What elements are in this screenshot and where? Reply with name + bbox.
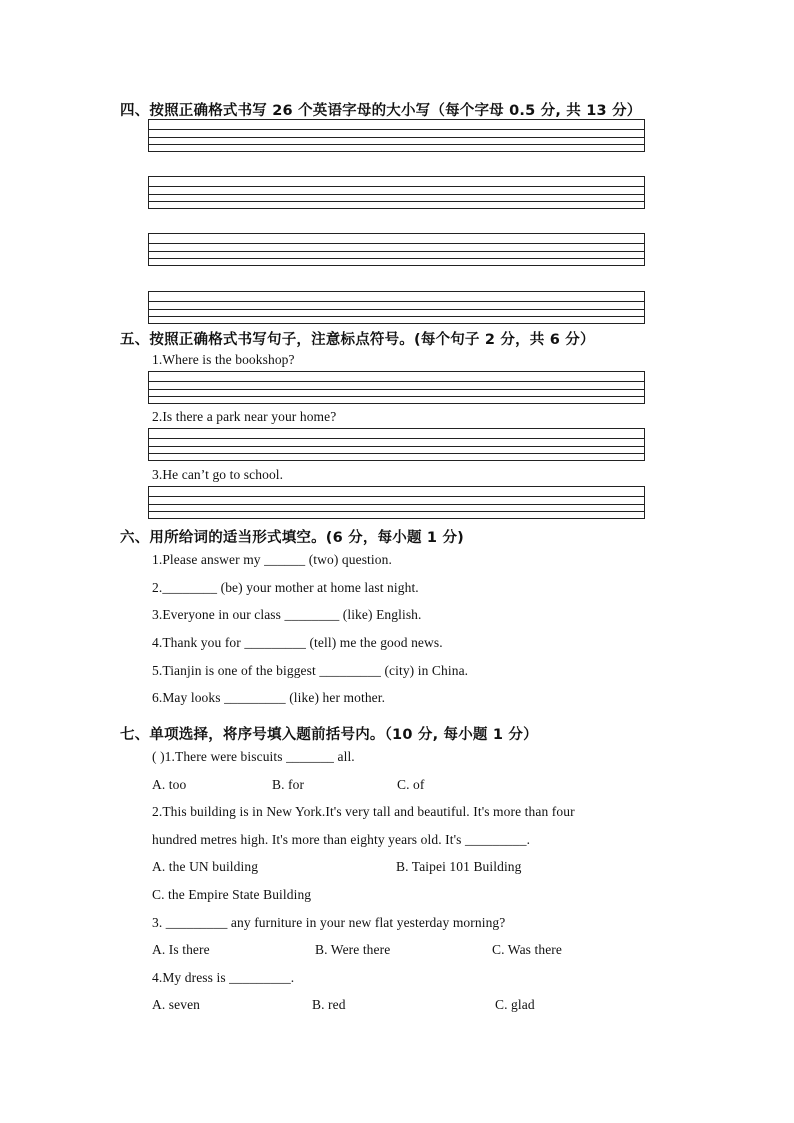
option-c: C. glad: [495, 997, 535, 1012]
letter-writing-grid[interactable]: [148, 291, 645, 324]
option-b: B. for: [272, 777, 305, 792]
fill-blank-item: 6.May looks _________ (like) her mother.: [152, 690, 386, 705]
question-2-line-1: 2.This building is in New York.It's very tall and beautiful. It's more than four: [152, 804, 575, 819]
option-a: A. too: [152, 777, 187, 792]
option-a: A. Is there: [152, 942, 210, 957]
question-1: ( )1.There were biscuits _______ all.: [152, 749, 355, 764]
question-2-line-2: hundred metres high. It's more than eighty years old. It's _________.: [152, 832, 531, 847]
option-a: A. the UN building: [152, 859, 259, 874]
question-3: 3. _________ any furniture in your new flat yesterday morning?: [152, 915, 506, 930]
fill-blank-item: 3.Everyone in our class ________ (like) English.: [152, 607, 422, 622]
fill-blank-item: 5.Tianjin is one of the biggest _________ (city) in China.: [152, 663, 469, 678]
option-c: C. of: [397, 777, 425, 792]
sentence-writing-grid[interactable]: [148, 428, 645, 461]
letter-writing-grid[interactable]: [148, 233, 645, 266]
question-4: 4.My dress is _________.: [152, 970, 295, 985]
section-7-heading: 七、单项选择，将序号填入题前括号内。（10 分, 每小题 1 分）: [120, 727, 538, 743]
section-6-heading: 六、用所给词的适当形式填空。(6 分，每小题 1 分): [120, 530, 464, 546]
option-b: B. Taipei 101 Building: [396, 859, 522, 874]
fill-blank-item: 4.Thank you for _________ (tell) me the good news.: [152, 635, 443, 650]
letter-writing-grid[interactable]: [148, 176, 645, 209]
option-a: A. seven: [152, 997, 201, 1012]
section-4-heading: 四、按照正确格式书写 26 个英语字母的大小写（每个字母 0.5 分, 共 13 分）: [120, 103, 642, 119]
fill-blank-item: 1.Please answer my ______ (two) question.: [152, 552, 392, 567]
sentence-writing-grid[interactable]: [148, 371, 645, 404]
option-b: B. red: [312, 997, 346, 1012]
sentence-prompt: 2.Is there a park near your home?: [152, 409, 337, 424]
fill-blank-item: 2.________ (be) your mother at home last night.: [152, 580, 419, 595]
option-c: C. the Empire State Building: [152, 887, 312, 902]
letter-writing-grid[interactable]: [148, 119, 645, 152]
section-5-heading: 五、按照正确格式书写句子，注意标点符号。(每个句子 2 分，共 6 分）: [120, 332, 595, 348]
sentence-writing-grid[interactable]: [148, 486, 645, 519]
option-c: C. Was there: [492, 942, 562, 957]
sentence-prompt: 3.He can’t go to school.: [152, 467, 284, 482]
sentence-prompt: 1.Where is the bookshop?: [152, 352, 295, 367]
option-b: B. Were there: [315, 942, 391, 957]
